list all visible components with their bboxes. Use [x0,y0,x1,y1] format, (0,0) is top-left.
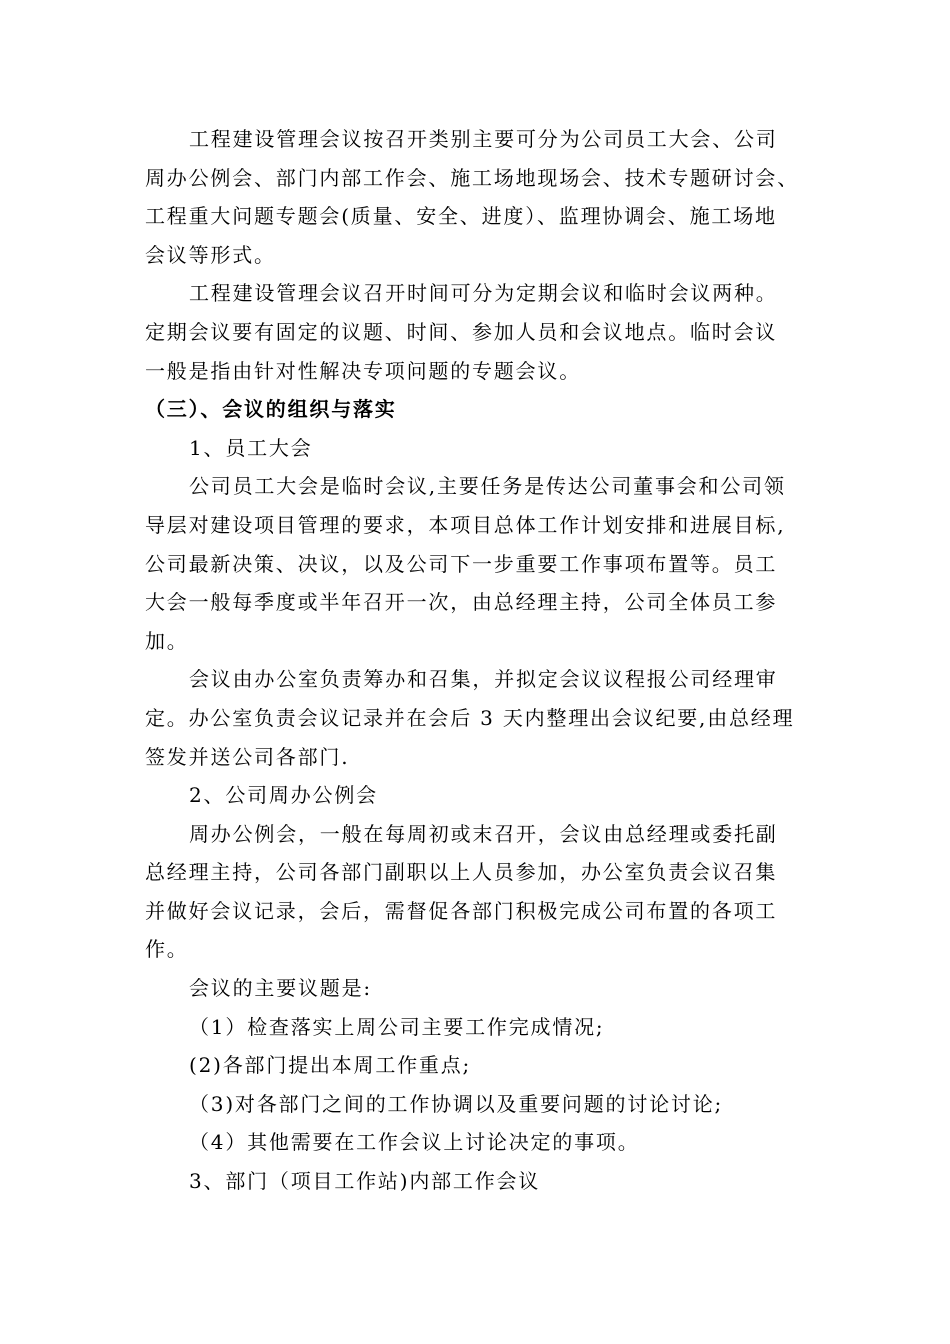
paragraph-line: 公司最新决策、决议，以及公司下一步重要工作事项布置等。员工 [145,551,778,576]
subsection-title: 1、员工大会 [189,435,313,460]
paragraph-line: 公司员工大会是临时会议,主要任务是传达公司董事会和公司领 [189,474,786,499]
paragraph-line: 定期会议要有固定的议题、时间、参加人员和会议地点。临时会议 [145,319,778,344]
paragraph-line: 签发并送公司各部门. [145,744,350,769]
document-page [145,120,805,1201]
paragraph-line: 一般是指由针对性解决专项问题的专题会议。 [145,358,581,383]
list-item: （1）检查落实上周公司主要工作完成情况; [189,1014,605,1039]
paragraph-line: 工程建设管理会议按召开类别主要可分为公司员工大会、公司 [189,127,778,151]
paragraph-line: 大会一般每季度或半年召开一次，由总经理主持，公司全体员工参 [145,590,778,615]
paragraph-line: 周办公例会，一般在每周初或末召开，会议由总经理或委托副 [189,821,778,846]
paragraph-line: 加。 [145,628,189,653]
paragraph-line: 会议等形式。 [145,242,276,267]
list-item: （4）其他需要在工作会议上讨论决定的事项。 [189,1130,640,1155]
section-heading: （三）、会议的组织与落实 [145,397,397,422]
paragraph-line: 工程重大问题专题会(质量、安全、进度）、监理协调会、施工场地 [145,204,777,229]
list-item: (2)各部门提出本周工作重点; [189,1053,472,1078]
paragraph-line: 会议的主要议题是: [189,976,372,1001]
paragraph-line: 定。办公室负责会议记录并在会后 3 天内整理出会议纪要,由总经理 [145,705,795,730]
paragraph-line: 总经理主持，公司各部门副职以上人员参加，办公室负责会议召集 [145,860,778,885]
subsection-title: 2、公司周办公例会 [189,783,378,808]
paragraph-line: 并做好会议记录，会后，需督促各部门积极完成公司布置的各项工 [145,898,778,923]
subsection-title: 3、部门（项目工作站)内部工作会议 [189,1169,541,1194]
paragraph-line: 作。 [145,937,189,962]
paragraph-line: 工程建设管理会议召开时间可分为定期会议和临时会议两种。 [189,281,778,306]
list-item: （3)对各部门之间的工作协调以及重要问题的讨论讨论; [189,1091,724,1116]
paragraph-line: 周办公例会、部门内部工作会、施工场地现场会、技术专题研讨会、 [145,165,799,190]
paragraph-line: 导层对建设项目管理的要求，本项目总体工作计划安排和进展目标, [145,512,786,537]
paragraph-line: 会议由办公室负责筹办和召集，并拟定会议议程报公司经理审 [189,667,778,692]
